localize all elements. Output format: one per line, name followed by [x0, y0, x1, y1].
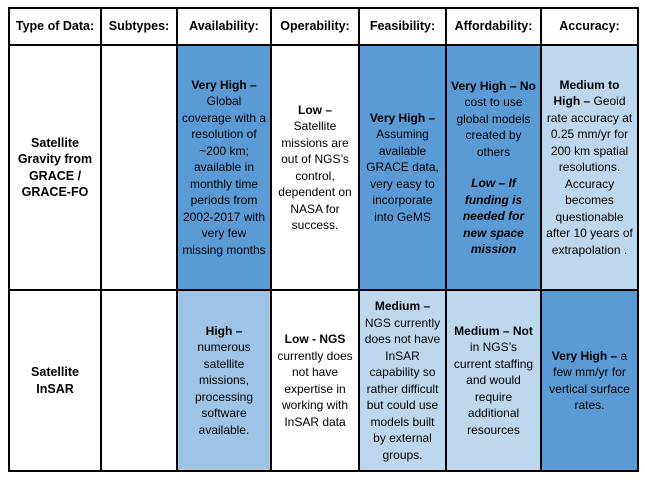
detail-text: Global coverage with a resolution of ~200 km; available in monthly time periods from 2002-2017 with very few missing months: [181, 94, 267, 257]
header-feasibility: Feasibility:: [359, 8, 446, 45]
detail-text: cost to use global models created by others: [456, 95, 531, 159]
cell-insar-feasibility: [359, 290, 446, 471]
rating-text: Low - NGS: [284, 332, 346, 346]
detail-text: currently does not have expertise in working with InSAR data: [277, 348, 353, 429]
rating-text: Medium –: [374, 299, 431, 313]
detail-text: Geoid rate accuracy at 0.25 mm/yr for 200 km spatial resolutions. Accuracy becomes questionable after 10 years of extrapolation .: [546, 94, 633, 257]
detail-text: numerous satellite missions, processing software available.: [194, 340, 254, 437]
row-type-label: Satellite InSAR: [31, 365, 79, 396]
cell-gravity-subtypes: [101, 45, 177, 290]
header-availability: Availability:: [177, 8, 271, 45]
rating-text: Very High –: [191, 77, 257, 92]
header-affordability: Affordability:: [446, 8, 541, 45]
cell-insar-subtypes: [101, 290, 177, 471]
row-type-label: Satellite Gravity from GRACE / GRACE-FO: [17, 135, 93, 199]
rating-text: Very High – No: [451, 78, 536, 93]
rating-text: Medium to High –: [553, 77, 620, 109]
cell-insar-accuracy: [541, 290, 638, 471]
affordability-italic-note: Low – If funding is needed for new space mission: [462, 176, 525, 256]
cell-gravity-type: [9, 45, 101, 290]
rating-text: Very High –: [369, 110, 436, 125]
header-operability: Operability:: [271, 8, 359, 45]
cell-gravity-accuracy: [541, 45, 638, 290]
header-subtypes: Subtypes:: [101, 8, 177, 45]
rating-text: High –: [205, 323, 243, 338]
row-satellite-gravity: [9, 45, 638, 290]
cell-gravity-affordability: [446, 45, 541, 290]
cell-insar-operability: [271, 290, 359, 471]
cell-insar-type: [9, 290, 101, 471]
affordability-main: [450, 78, 537, 161]
rating-text: Medium – Not: [454, 323, 533, 338]
detail-text: in NGS’s current staffing and would require additional resources: [453, 340, 534, 437]
cell-insar-affordability: [446, 290, 541, 471]
header-accuracy: Accuracy:: [541, 8, 638, 45]
detail-text: NGS currently does not have InSAR capability so rather difficult but could use models built by external groups.: [364, 315, 441, 462]
cell-insar-availability: [177, 290, 271, 471]
detail-text: Satellite missions are out of NGS’s control, dependent on NASA for success.: [278, 119, 352, 232]
detail-text: Assuming available GRACE data, very easy to incorporate into GeMS: [366, 127, 439, 224]
row-satellite-insar: [9, 290, 638, 471]
data-comparison-table: [8, 7, 639, 472]
cell-gravity-availability: [177, 45, 271, 290]
rating-text: Low –: [297, 102, 332, 117]
header-row: [9, 8, 638, 45]
rating-text: Very High –: [551, 348, 618, 363]
detail-text: a few mm/yr for vertical surface rates.: [549, 348, 630, 412]
header-type-of-data: Type of Data:: [9, 8, 101, 45]
cell-gravity-operability: [271, 45, 359, 290]
cell-gravity-feasibility: [359, 45, 446, 290]
